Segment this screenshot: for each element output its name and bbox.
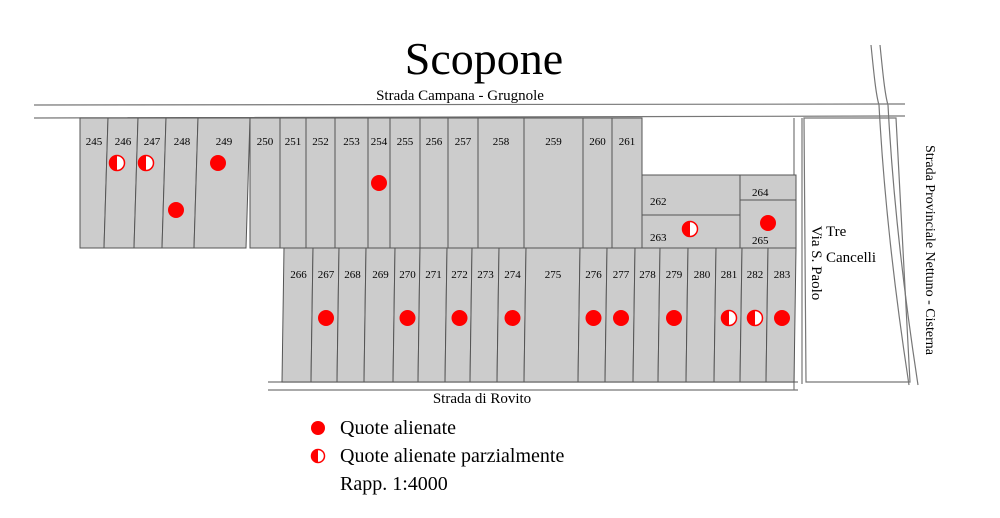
marker-partial-247 — [139, 156, 154, 171]
marker-alienated-276 — [586, 310, 602, 326]
parcel-number: 266 — [290, 269, 307, 281]
legend-full-marker — [311, 421, 325, 435]
parcel-number: 258 — [492, 136, 510, 148]
parcel-number: 265 — [752, 235, 769, 247]
parcel-number: 283 — [773, 269, 791, 281]
parcel-number: 281 — [720, 269, 738, 281]
legend — [311, 417, 564, 495]
parcel-number: 272 — [451, 269, 468, 281]
parcel-number: 262 — [650, 196, 667, 208]
parcel-number: 273 — [477, 269, 494, 281]
marker-alienated-265 — [760, 215, 776, 231]
marker-partial-282 — [748, 311, 763, 326]
parcels — [80, 118, 796, 382]
parcel-number: 256 — [425, 136, 443, 148]
parcel-number: 249 — [215, 136, 233, 148]
road-north-label: Strada Campana - Grugnole — [376, 88, 544, 104]
parcel-number: 268 — [344, 269, 361, 281]
parcel-number: 259 — [545, 136, 562, 148]
parcel-number: 252 — [312, 136, 329, 148]
map-title: Scopone — [404, 33, 564, 84]
place-label-line1: Tre — [826, 224, 847, 240]
parcel-number: 278 — [639, 269, 656, 281]
parcel-number: 261 — [618, 136, 636, 148]
legend-full-label: Quote alienate — [340, 417, 457, 439]
parcel-number: 257 — [454, 136, 472, 148]
parcel-number: 260 — [589, 136, 606, 148]
marker-partial-281 — [722, 311, 737, 326]
marker-alienated-274 — [505, 310, 521, 326]
parcel-number: 255 — [396, 136, 414, 148]
place-label-line2: Cancelli — [826, 250, 876, 266]
parcel-number: 277 — [612, 269, 630, 281]
parcel-number: 279 — [665, 269, 683, 281]
parcel-number: 254 — [370, 136, 388, 148]
road-south-label: Strada di Rovito — [432, 391, 532, 407]
marker-alienated-279 — [666, 310, 682, 326]
road-east-label: Via S. Paolo — [808, 225, 824, 301]
parcel-number: 276 — [585, 269, 602, 281]
parcel-number: 270 — [399, 269, 416, 281]
parcel-262 — [642, 175, 740, 215]
parcel-number: 269 — [372, 269, 389, 281]
marker-alienated-277 — [613, 310, 629, 326]
parcel-number: 245 — [85, 136, 103, 148]
parcel-number: 250 — [256, 136, 274, 148]
marker-alienated-283 — [774, 310, 790, 326]
marker-alienated-272 — [452, 310, 468, 326]
parcel-number: 264 — [752, 187, 769, 199]
marker-partial-263 — [683, 222, 698, 237]
parcel-number: 267 — [317, 269, 335, 281]
parcel-number: 282 — [746, 269, 764, 281]
parcel-number: 246 — [114, 136, 132, 148]
parcel-number: 251 — [284, 136, 302, 148]
marker-alienated-267 — [318, 310, 334, 326]
parcel-number: 274 — [504, 269, 521, 281]
legend-scale: Rapp. 1:4000 — [340, 473, 448, 495]
parcel-number: 280 — [693, 269, 711, 281]
marker-alienated-248 — [168, 202, 184, 218]
parcel-number: 253 — [343, 136, 360, 148]
legend-partial-label: Quote alienate parzialmente — [340, 445, 565, 467]
parcel-number: 247 — [143, 136, 161, 148]
road-provincial-label: Strada Provinciale Nettuno - Cisterna — [922, 145, 937, 355]
marker-partial-246 — [110, 156, 125, 171]
parcel-number: 263 — [650, 232, 667, 244]
parcel-number: 248 — [173, 136, 191, 148]
marker-alienated-254 — [371, 175, 387, 191]
legend-partial-marker — [312, 450, 325, 463]
marker-alienated-270 — [400, 310, 416, 326]
marker-alienated-249 — [210, 155, 226, 171]
parcel-number: 275 — [544, 269, 562, 281]
parcel-number: 271 — [425, 269, 442, 281]
